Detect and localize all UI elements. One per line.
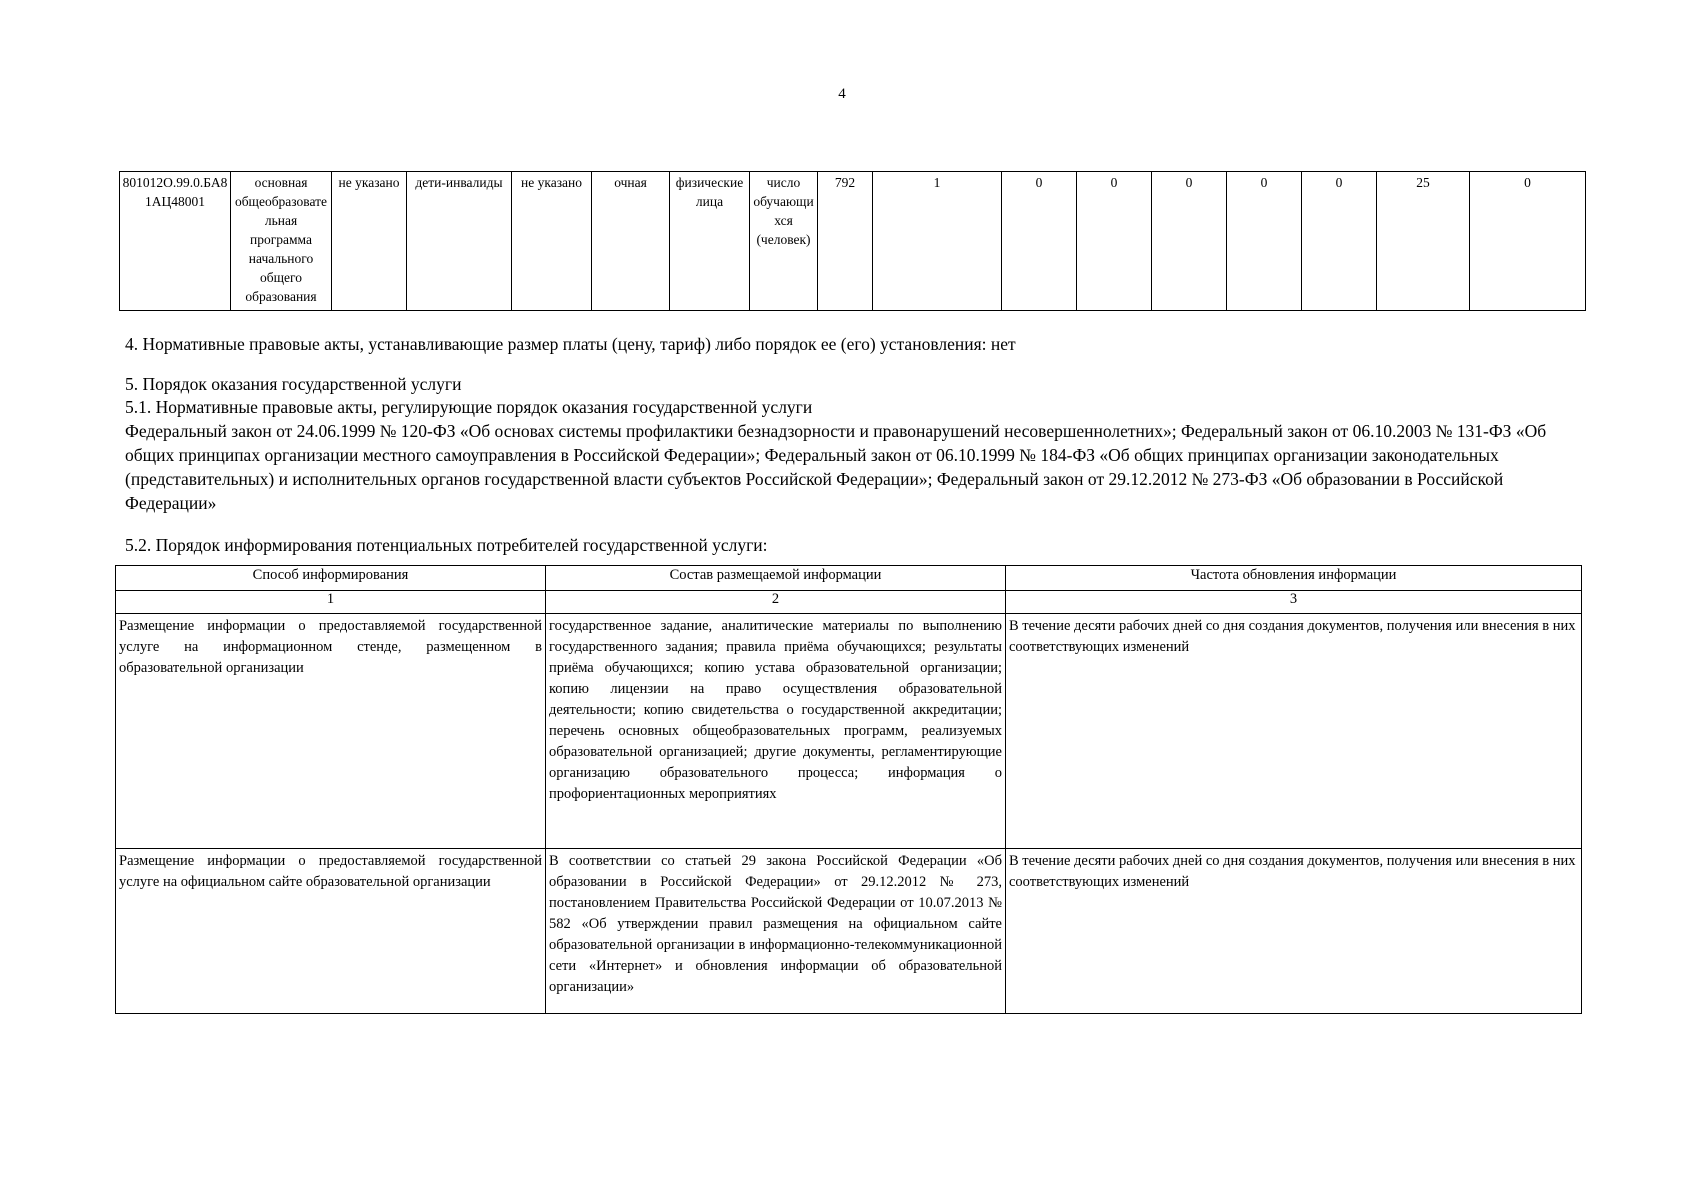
header-frequency: Частота обновления информации [1006, 566, 1582, 591]
service-cell-category: дети-инвалиды [407, 172, 512, 311]
header-content: Состав размещаемой информации [546, 566, 1006, 591]
column-number: 1 [116, 591, 546, 614]
service-cell: не указано [332, 172, 407, 311]
column-number: 2 [546, 591, 1006, 614]
column-number: 3 [1006, 591, 1582, 614]
cell-frequency: В течение десяти рабочих дней со дня создания документов, получения или внесения в них соответствующих изменений [1006, 614, 1582, 849]
section-5-1-text: Федеральный закон от 24.06.1999 № 120-ФЗ «Об основах системы профилактики безнадзорности и правонарушений несовершеннолетних»; Федеральный закон от 06.10.2003 № 131-ФЗ «Об общих принципах организации местного самоуправления в Российской Федерации»; Федеральный закон от 06.10.1999 № 184-ФЗ «Об общих принципах организации законодательных (представительных) и исполнительных органов государственной власти субъектов Российской Федерации»; Федеральный закон от 29.12.2012 № 273-ФЗ «Об образовании в Российской Федерации» [125, 421, 1547, 513]
service-cell-value: 25 [1377, 172, 1470, 311]
service-cell-value: 0 [1470, 172, 1586, 311]
section-5-2-title: 5.2. Порядок информирования потенциальных потребителей государственной услуги: [125, 535, 768, 555]
service-cell-indicator: число обучающихся (человек) [750, 172, 818, 311]
cell-content: В соответствии со статьей 29 закона Российской Федерации «Об образовании в Российской Федерации» от 29.12.2012 № 273, постановлением Правительства Российской Федерации от 10.07.2013 № 582 «Об утверждении правил размещения на официальном сайте образовательной организации в информационно-телекоммуникационной сети «Интернет» и обновления информации об образовательной организации» [546, 849, 1006, 1014]
informing-table-numbers [116, 591, 1582, 614]
service-cell-value: 0 [1227, 172, 1302, 311]
service-cell-value: 0 [1077, 172, 1152, 311]
service-cell-value: 0 [1002, 172, 1077, 311]
service-cell-code: 801012О.99.0.БА81АЦ48001 [120, 172, 231, 311]
informing-table [115, 565, 1582, 1014]
section-5-1-title: 5.1. Нормативные правовые акты, регулирующие порядок оказания государственной услуги [125, 397, 813, 417]
cell-method: Размещение информации о предоставляемой государственной услуге на информационном стенде, размещенном в образовательной организации [116, 614, 546, 849]
service-cell-value: 1 [873, 172, 1002, 311]
table-row [116, 849, 1582, 1014]
service-cell-consumers: физические лица [670, 172, 750, 311]
service-indicators-table [119, 171, 1586, 311]
service-cell-unit-code: 792 [818, 172, 873, 311]
header-method: Способ информирования [116, 566, 546, 591]
table-row [116, 614, 1582, 849]
section-5-title: 5. Порядок оказания государственной услуги [125, 374, 462, 394]
service-table-row [120, 172, 1586, 311]
service-cell-program: основная общеобразовательная программа начального общего образования [231, 172, 332, 311]
cell-method: Размещение информации о предоставляемой государственной услуге на официальном сайте образовательной организации [116, 849, 546, 1014]
informing-table-header [116, 566, 1582, 591]
service-cell-form: очная [592, 172, 670, 311]
service-cell-value: 0 [1152, 172, 1227, 311]
cell-frequency: В течение десяти рабочих дней со дня создания документов, получения или внесения в них соответствующих изменений [1006, 849, 1582, 1014]
page-number: 4 [838, 86, 846, 102]
service-cell: не указано [512, 172, 592, 311]
section-4-text: 4. Нормативные правовые акты, устанавливающие размер платы (цену, тариф) либо порядок ее (его) установления: нет [125, 334, 1016, 354]
cell-content: государственное задание, аналитические материалы по выполнению государственного задания; правила приёма обучающихся; результаты приёма обучающихся; копию устава образовательной организации; копию лицензии на право осуществления образовательной деятельности; копию свидетельства о государственной аккредитации; перечень основных общеобразовательных программ, реализуемых образовательной организацией; другие документы, регламентирующие организацию образовательного процесса; информация о профориентационных мероприятиях [546, 614, 1006, 849]
service-cell-value: 0 [1302, 172, 1377, 311]
